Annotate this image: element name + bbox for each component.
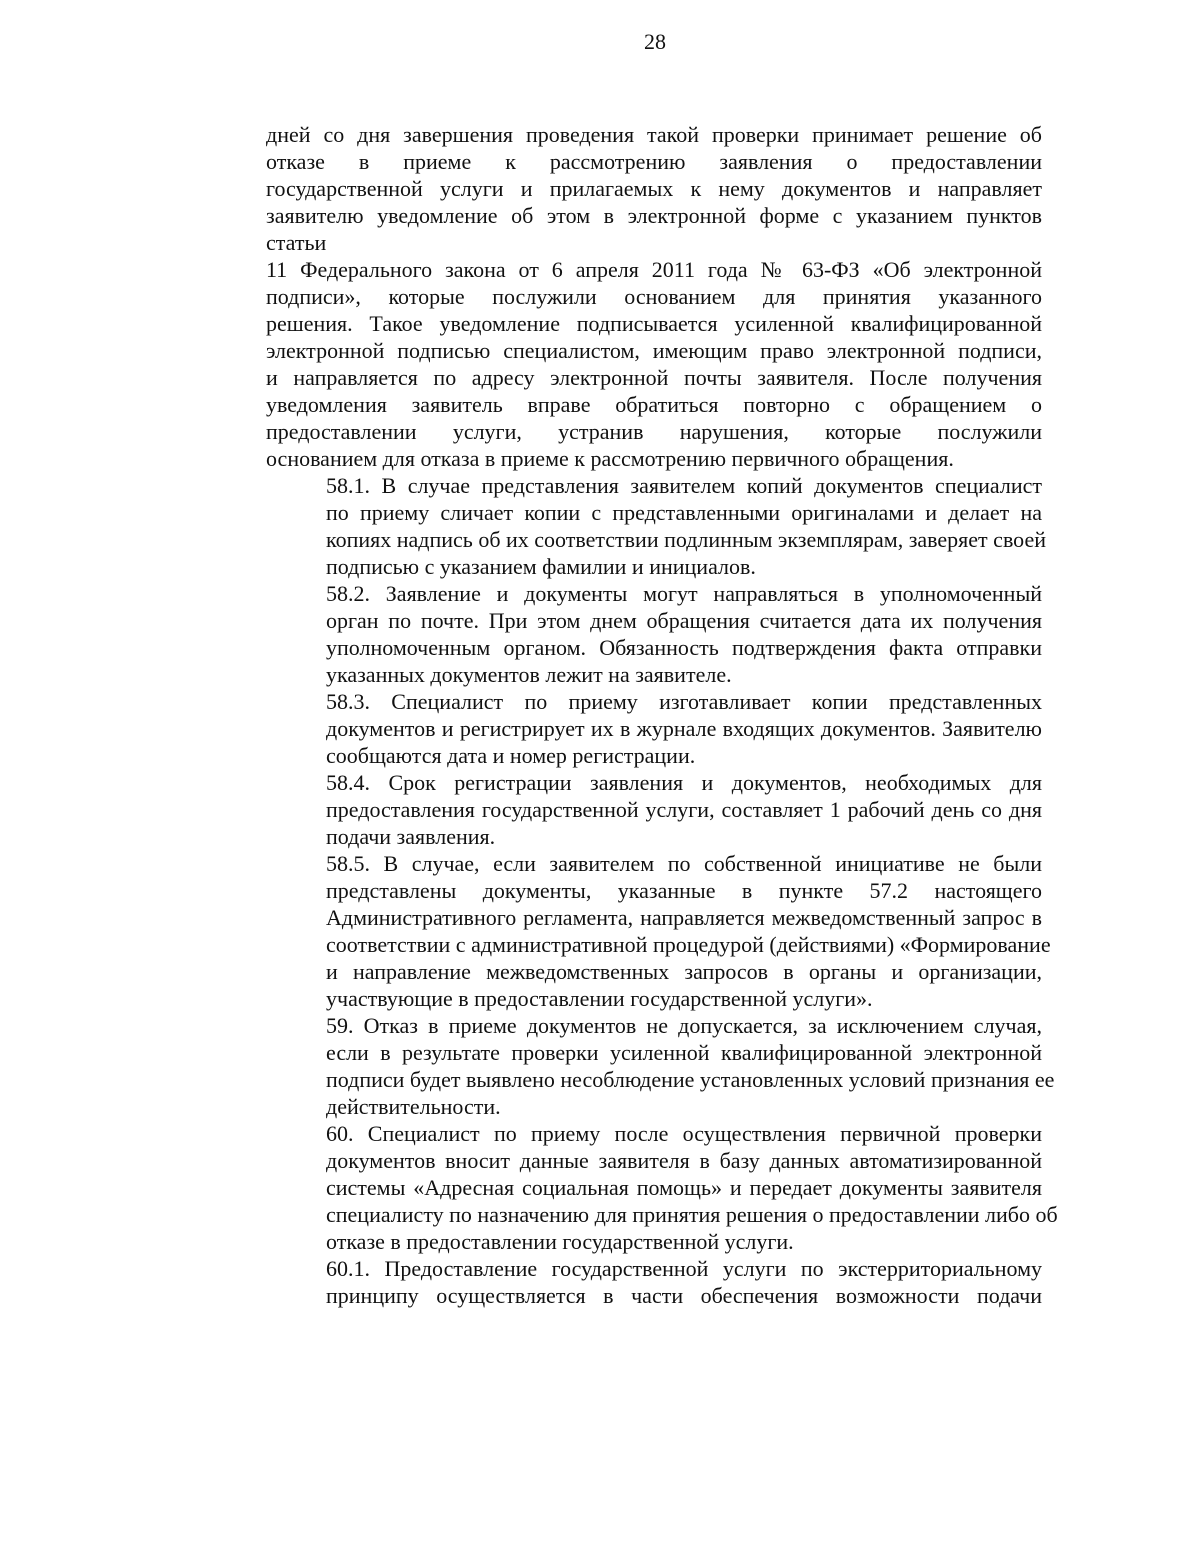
text-line: если в результате проверки усиленной квалифицированной электронной [326, 1040, 1042, 1065]
paragraph [266, 121, 1042, 256]
text-line: орган по почте. При этом днем обращения считается дата их получения [326, 608, 1042, 633]
paragraph [266, 769, 1042, 850]
text-line: подачи заявления. [326, 824, 496, 849]
text-line: предоставлении услуги, устранив нарушения, которые послужили [266, 419, 1042, 444]
document-body [266, 121, 1058, 1309]
text-line: указанных документов лежит на заявителе. [326, 662, 732, 687]
paragraph [266, 256, 1042, 472]
text-line: решения. Такое уведомление подписывается усиленной квалифицированной [266, 311, 1042, 336]
text-line: 58.3. Специалист по приему изготавливает копии представленных [326, 689, 1042, 714]
text-line: 11 Федерального закона от 6 апреля 2011 года № 63-ФЗ «Об электронной [266, 257, 1042, 282]
paragraph [266, 688, 1042, 769]
text-line: копиях надпись об их соответствии подлинным экземплярам, заверяет своей [326, 527, 1046, 552]
text-line: документов вносит данные заявителя в базу данных автоматизированной [326, 1148, 1042, 1173]
text-line: и направляется по адресу электронной почты заявителя. После получения [266, 365, 1042, 390]
text-line: 58.2. Заявление и документы могут направляться в уполномоченный [326, 581, 1042, 606]
text-line: электронной подписью специалистом, имеющим право электронной подписи, [266, 338, 1042, 363]
text-line: соответствии с административной процедурой (действиями) «Формирование [326, 932, 1051, 957]
text-line: системы «Адресная социальная помощь» и передает документы заявителя [326, 1175, 1042, 1200]
text-line: 59. Отказ в приеме документов не допускается, за исключением случая, [326, 1013, 1042, 1038]
text-line: 58.4. Срок регистрации заявления и документов, необходимых для [326, 770, 1042, 795]
text-line: уведомления заявитель вправе обратиться повторно с обращением о [266, 392, 1042, 417]
page-number: 28 [644, 29, 666, 54]
paragraph [266, 1120, 1058, 1255]
paragraph [266, 1255, 1042, 1309]
text-line: и направление межведомственных запросов в органы и организации, [326, 959, 1042, 984]
text-line: отказе в приеме к рассмотрению заявления о предоставлении [266, 149, 1042, 174]
text-line: подписи», которые послужили основанием для принятия указанного [266, 284, 1042, 309]
text-line: уполномоченным органом. Обязанность подтверждения факта отправки [326, 635, 1042, 660]
text-line: заявителю уведомление об этом в электронной форме с указанием пунктов [266, 203, 1042, 228]
text-line: принципу осуществляется в части обеспечения возможности подачи [326, 1283, 1042, 1308]
text-line: основанием для отказа в приеме к рассмотрению первичного обращения. [266, 446, 954, 471]
text-line: действительности. [326, 1094, 501, 1119]
text-line: 60.1. Предоставление государственной услуги по экстерриториальному [326, 1256, 1042, 1281]
paragraph [266, 580, 1042, 688]
text-line: документов и регистрирует их в журнале входящих документов. Заявителю [326, 716, 1042, 741]
text-line: 58.1. В случае представления заявителем копий документов специалист [326, 473, 1042, 498]
text-line: представлены документы, указанные в пункте 57.2 настоящего [326, 878, 1042, 903]
text-line: 60. Специалист по приему после осуществления первичной проверки [326, 1121, 1042, 1146]
text-line: подписи будет выявлено несоблюдение установленных условий признания ее [326, 1067, 1055, 1092]
text-line: специалисту по назначению для принятия решения о предоставлении либо об [326, 1202, 1058, 1227]
text-line: отказе в предоставлении государственной услуги. [326, 1229, 794, 1254]
text-line: Административного регламента, направляется межведомственный запрос в [326, 905, 1042, 930]
paragraph [266, 1012, 1055, 1120]
text-line: государственной услуги и прилагаемых к нему документов и направляет [266, 176, 1042, 201]
text-line: предоставления государственной услуги, составляет 1 рабочий день со дня [326, 797, 1042, 822]
paragraph [266, 472, 1046, 580]
text-line: подписью с указанием фамилии и инициалов. [326, 554, 756, 579]
text-line: участвующие в предоставлении государственной услуги». [326, 986, 873, 1011]
text-line: сообщаются дата и номер регистрации. [326, 743, 696, 768]
text-line: 58.5. В случае, если заявителем по собственной инициативе не были [326, 851, 1042, 876]
text-line: дней со дня завершения проведения такой проверки принимает решение об [266, 122, 1042, 147]
paragraph [266, 850, 1051, 1012]
text-line: по приему сличает копии с представленными оригиналами и делает на [326, 500, 1042, 525]
text-line: статьи [266, 230, 327, 255]
